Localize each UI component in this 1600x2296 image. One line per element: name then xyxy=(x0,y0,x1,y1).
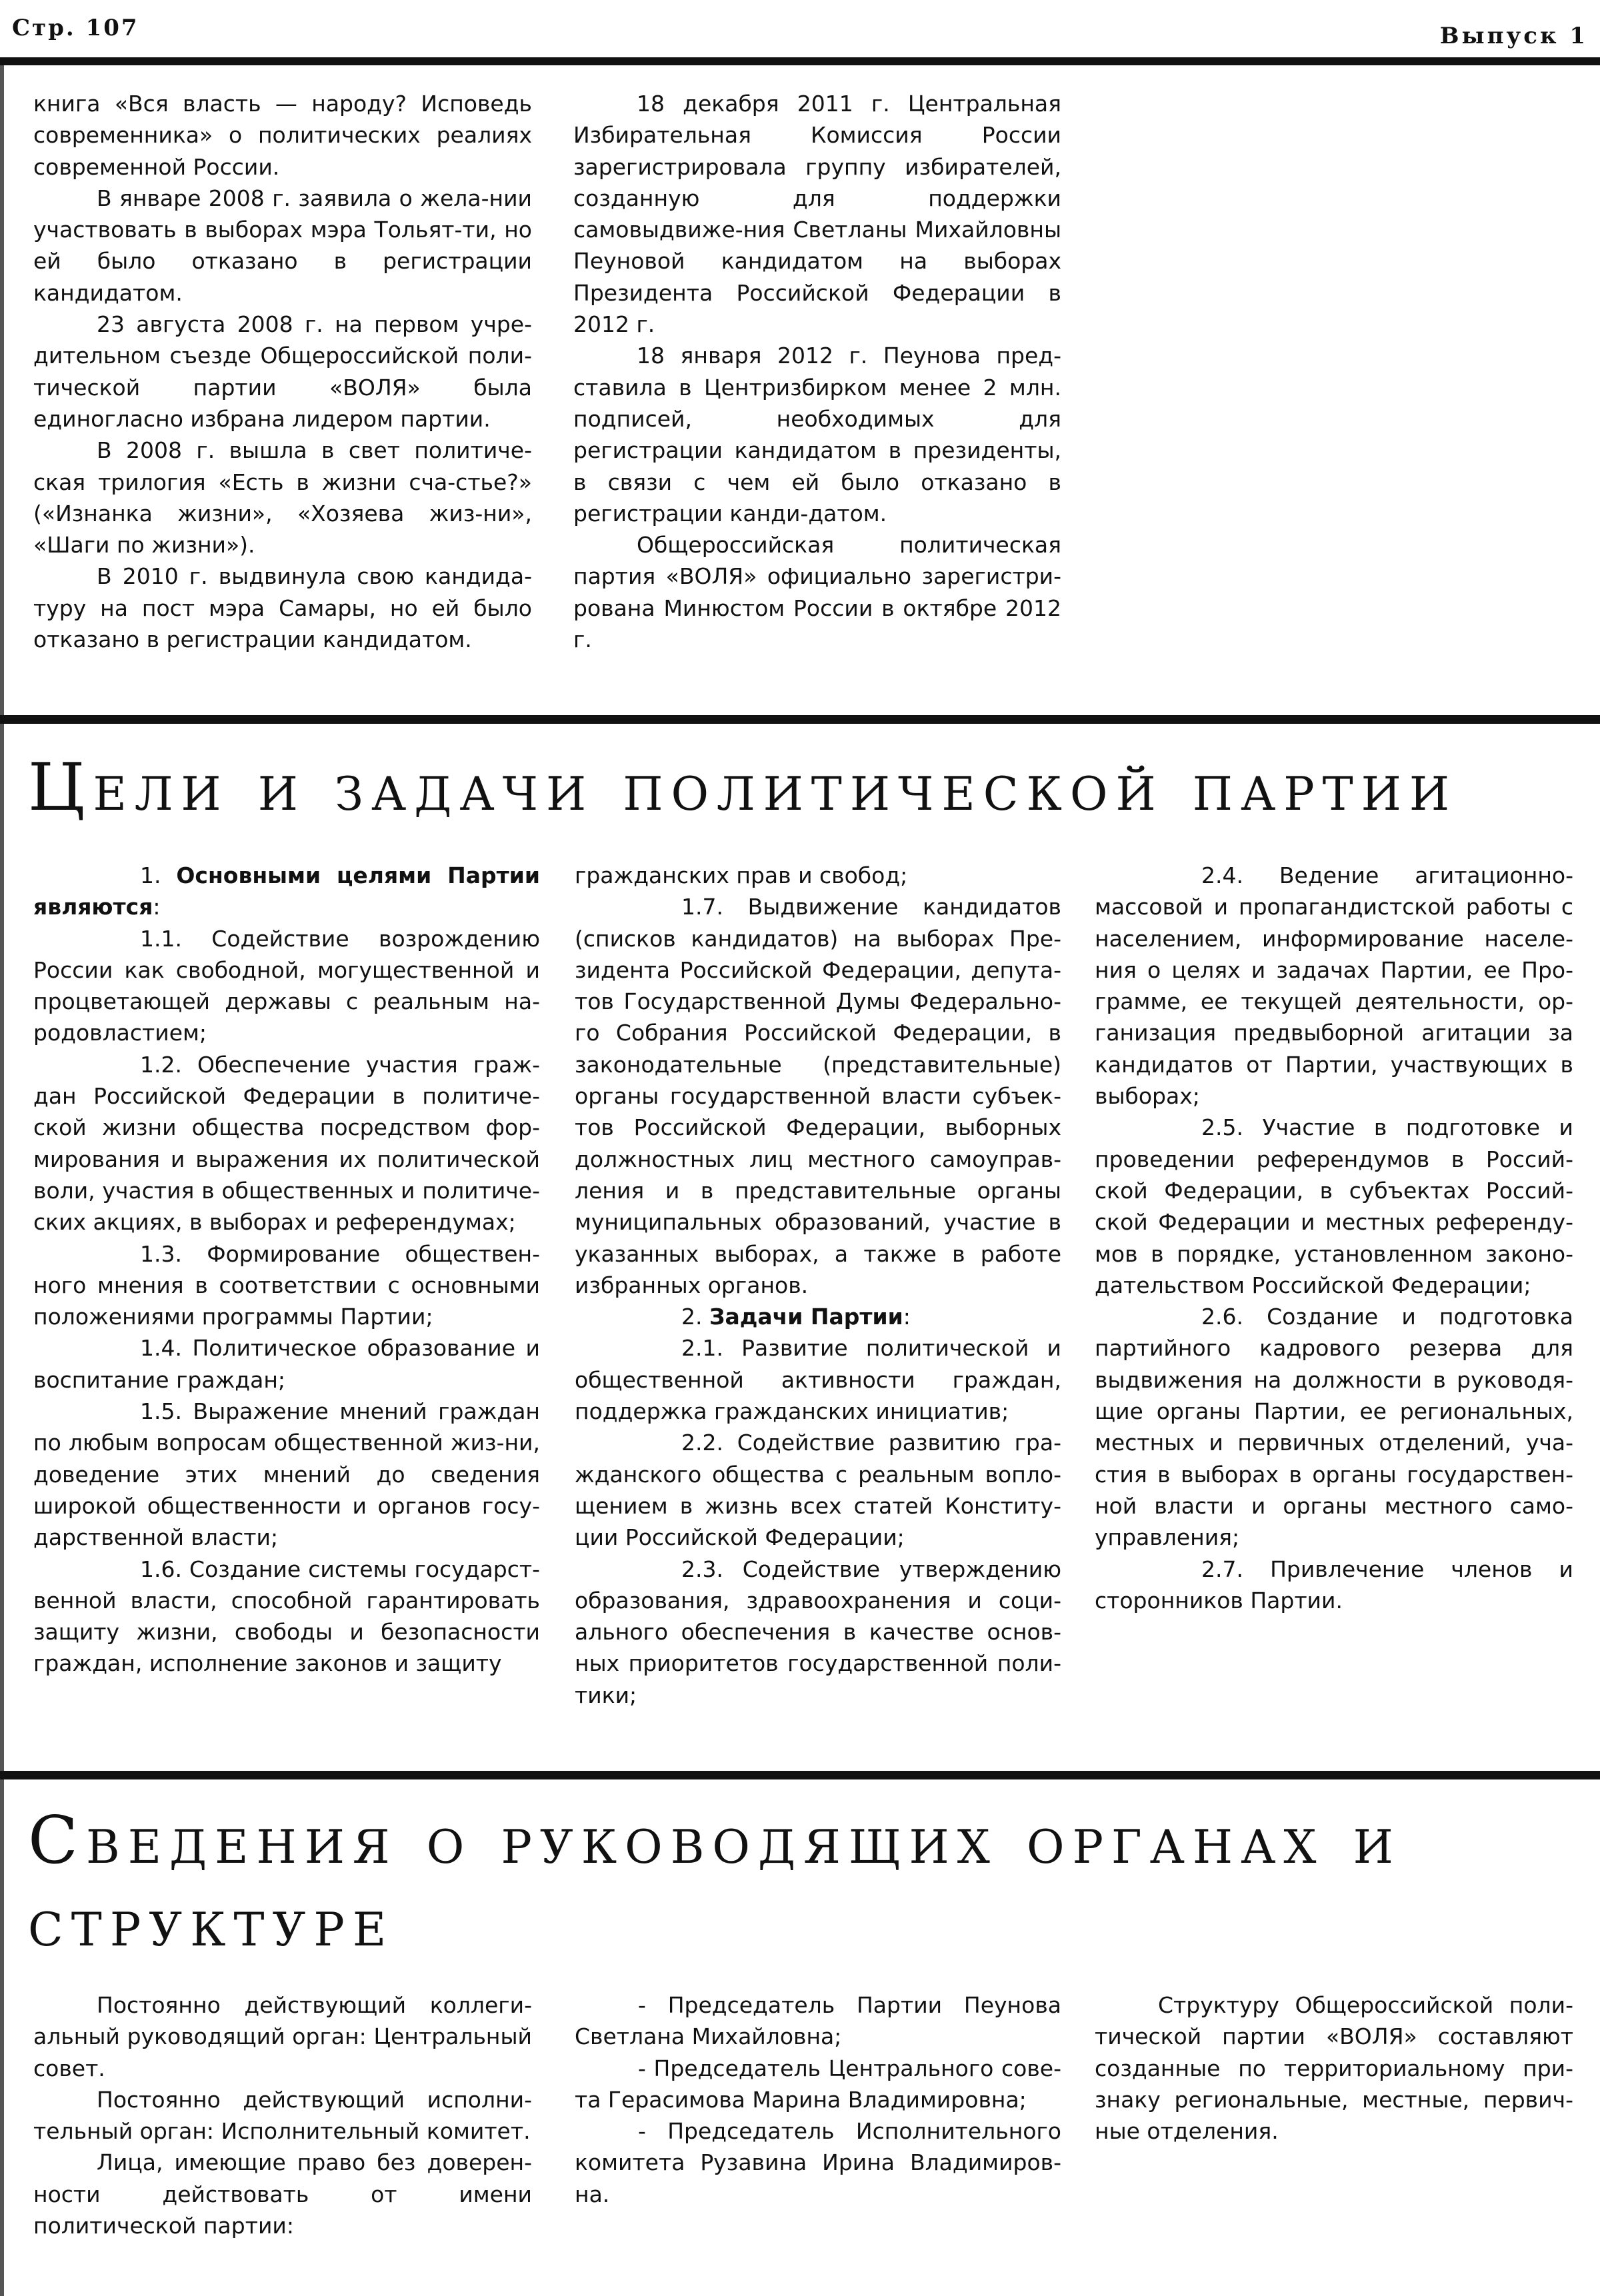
list-item: 1.5. Выражение мнений граждан по любым вопросам общественной жиз-ни, доведение этих мнений до сведения широкой общественности и органов госу-дарственной власти; xyxy=(33,1398,540,1551)
list-item: 2.1. Развитие политической и общественной активности граждан, поддержка гражданских инициатив; xyxy=(575,1335,1061,1425)
paragraph: В 2008 г. вышла в свет политиче-ская трилогия «Есть в жизни сча-стье?» («Изнанка жизни», «Хозяева жиз-ни», «Шаги по жизни»). xyxy=(33,437,532,559)
list-item: 1.2. Обеспечение участия граж-дан Российской Федерации в политиче-ской жизни общества посредством фор-мирования и выражения их политической воли, участия в общественных и политиче-ских акциях, в выборах и референдумах; xyxy=(33,1051,540,1236)
tasks-heading: Задачи Партии xyxy=(709,1304,903,1330)
list-item: 2.5. Участие в подготовке и проведении референдумов в Россий-ской Федерации, в субъектах Россий-ской Федерации и местных референду-мов в порядке, установленном законо-дательством Российской Федерации; xyxy=(1095,1114,1573,1298)
paragraph: В январе 2008 г. заявила о жела-нии участвовать в выборах мэра Тольят-ти, но ей было отказано в регистрации кандидатом. xyxy=(33,185,532,306)
paragraph: гражданских прав и свобод; xyxy=(575,862,908,888)
list-item: 2.7. Привлечение членов и сторонников Партии. xyxy=(1095,1556,1573,1614)
left-margin-line xyxy=(0,59,4,2296)
paragraph xyxy=(575,1301,1061,1332)
list-item: 1.6. Создание системы государст-венной власти, способной гарантировать защиту жизни, свободы и безопасности граждан, исполнение законов и защиту xyxy=(33,1556,540,1677)
paragraph: Постоянно действующий исполни-тельный орган: Исполнительный комитет. xyxy=(33,2086,532,2145)
section-title-structure: Сведения о руководящих органах и структуре xyxy=(28,1803,1401,1961)
list-item: 1.3. Формирование обществен-ного мнения в соответствии с основными положениями программы Партии; xyxy=(33,1240,540,1330)
goals-column-3 xyxy=(1095,860,1573,1616)
paragraph: Лица, имеющие право без доверен-ности действовать от имени политической партии: xyxy=(33,2149,532,2239)
list-item: 2.4. Ведение агитационно-массовой и пропагандистской работы с населением, информирование населе-ния о целях и задачах Партии, ее Про-грамме, ее текущей деятельности, ор-ганизация предвыборной агитации за кандидатов от Партии, участвующих в выборах; xyxy=(1095,862,1573,1110)
list-item: - Председатель Исполнительного комитета Рузавина Ирина Владимиров-на. xyxy=(575,2118,1061,2207)
goals-heading: Основными целями Партии являются xyxy=(33,862,540,920)
structure-column-1 xyxy=(33,1989,532,2241)
bio-column-2 xyxy=(573,88,1061,655)
punctuation: : xyxy=(903,1304,911,1330)
list-item: 1.1. Содействие возрождению России как свободной, могущественной и процветающей державы с реальным на-родовластием; xyxy=(33,925,540,1046)
list-item: 2.3. Содействие утверждению образования, здравоохранения и соци-ального обеспечения в качестве основ-ных приоритетов государственной поли-тики; xyxy=(575,1556,1061,1708)
list-item: 2.2. Содействие развитию гра-жданского общества с реальным вопло-щением в жизнь всех статей Конститу-ции Российской Федерации; xyxy=(575,1430,1061,1551)
paragraph: Структуру Общероссийской поли-тической партии «ВОЛЯ» составляют созданные по территориальному при-знаку региональные, местные, первич-ные отделения. xyxy=(1095,1992,1573,2145)
list-item: - Председатель Партии Пеунова Светлана Михайловна; xyxy=(575,1992,1061,2050)
paragraph: 18 января 2012 г. Пеунова пред-ставила в Центризбирком менее 2 млн. подписей, необходимых для регистрации кандидатом в президенты, в связи с чем ей было отказано в регистрации канди-датом. xyxy=(573,343,1061,527)
section-rule xyxy=(0,715,1600,724)
list-item: 1.4. Политическое образование и воспитание граждан; xyxy=(33,1335,540,1393)
issue-number: Выпуск 1 xyxy=(1439,23,1588,49)
goals-column-2 xyxy=(575,860,1061,1711)
goals-column-1 xyxy=(33,860,540,1680)
item-number: 2. xyxy=(681,1304,703,1330)
item-number: 1. xyxy=(140,862,161,888)
list-item: 2.6. Создание и подготовка партийного кадрового резерва для выдвижения на должности в руководя-щие органы Партии, ее региональных, местных и первичных отделений, уча-стия в выборах в органы государствен-ной власти и органы местного само-управления; xyxy=(1095,1304,1573,1551)
paragraph: 23 августа 2008 г. на первом учре-дительном съезде Общероссийской поли-тической партии «ВОЛЯ» была единогласно избрана лидером партии. xyxy=(33,311,532,432)
punctuation: : xyxy=(153,894,161,920)
paragraph: книга «Вся власть — народу? Исповедь современника» о политических реалиях современной России. xyxy=(33,91,532,180)
paragraph: В 2010 г. выдвинула свою кандида-туру на пост мэра Самары, но ей было отказано в регистрации кандидатом. xyxy=(33,563,532,653)
section-title-goals: Цели и задачи политической партии xyxy=(28,750,1458,826)
paragraph xyxy=(33,860,540,923)
section-rule xyxy=(0,1771,1600,1779)
header-rule xyxy=(0,57,1600,65)
paragraph: Постоянно действующий коллеги-альный руководящий орган: Центральный совет. xyxy=(33,1992,532,2081)
list-item: - Председатель Центрального сове-та Герасимова Марина Владимировна; xyxy=(575,2055,1061,2113)
structure-column-3 xyxy=(1095,1989,1573,2147)
bio-column-1 xyxy=(33,88,532,655)
structure-column-2 xyxy=(575,1989,1061,2210)
paragraph: 18 декабря 2011 г. Центральная Избирательная Комиссия России зарегистрировала группу избирателей, созданную для поддержки самовыдвиже-ния Светланы Михайловны Пеуновой кандидатом на выборах Президента Российской Федерации в 2012 г. xyxy=(573,91,1061,338)
page-number: Стр. 107 xyxy=(12,15,139,41)
list-item: 1.7. Выдвижение кандидатов (списков кандидатов) на выборах Пре-зидента Российской Федерации, депута-тов Государственной Думы Федерально-го Собрания Российской Федерации, в законодательные (представительные) органы государственной власти субъек-тов Российской Федерации, выборных должностных лиц местного самоуправ-ления и в представительные органы муниципальных образований, участие в указанных выборах, а также в работе избранных органов. xyxy=(575,894,1061,1298)
paragraph: Общероссийская политическая партия «ВОЛЯ» официально зарегистри-рована Минюстом России в октябре 2012 г. xyxy=(573,532,1061,653)
